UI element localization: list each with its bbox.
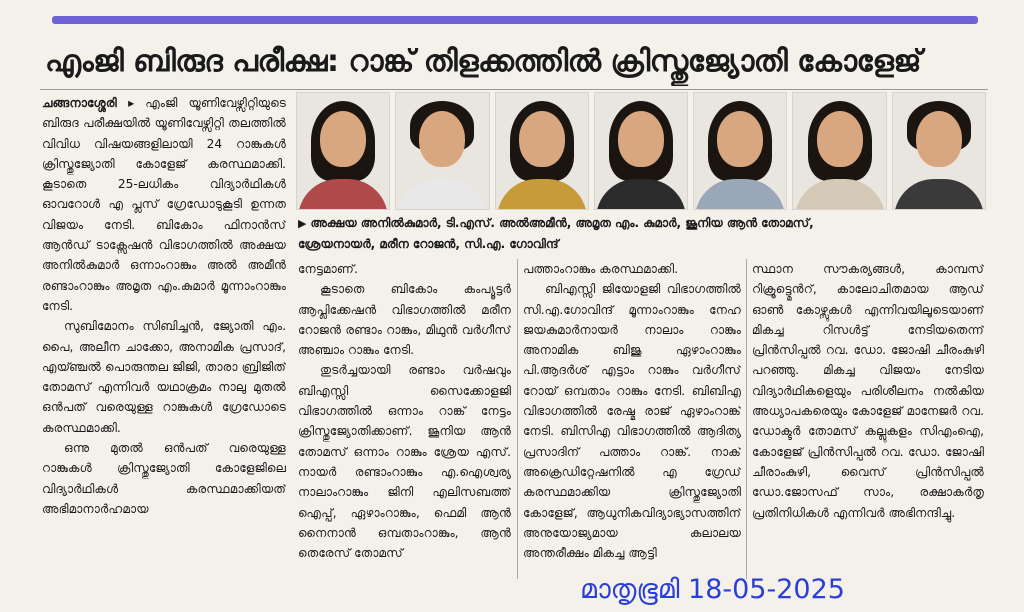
headline-rule xyxy=(40,89,988,90)
face-shape xyxy=(618,111,664,167)
photo-caption xyxy=(298,213,986,255)
photo-6 xyxy=(792,92,886,210)
clothing-shape xyxy=(397,179,487,210)
caption-arrow-icon: ▶ xyxy=(298,217,307,230)
col1-para-3: ഒന്നു മുതൽ ഒൻപത് വരെയുള്ള റാങ്കുകൾ ക്രിസ്തുജ്യോതി കോളേജിലെ വിദ്യാർഥികൾ കരസ്ഥമാക്കിയത് അഭിമാനാർഹമായ xyxy=(42,441,286,516)
photo-7 xyxy=(892,92,986,210)
caption-line-2: ശ്രേയനായർ, മരീന റോജൻ, സി.എ. ഗോവിന്ദ് xyxy=(298,237,559,251)
clothing-shape xyxy=(298,179,388,210)
photo-5 xyxy=(693,92,787,210)
article-column-3 xyxy=(523,259,741,585)
photo-4 xyxy=(594,92,688,210)
source-date-label: മാതൃഭൂമി 18-05-2025 xyxy=(580,574,845,605)
face-shape xyxy=(817,111,863,167)
photo-2 xyxy=(395,92,489,210)
col1-para-2: സുബിമോനം സിബിച്ചൻ, ജ്യോതി എം. പൈ, അലീന ചാക്കോ, അനാമിക പ്രസാദ്, എയ്ഞ്ചൽ പൊരുന്തല ജിജി, താരാ ബ്രിജിത് തോമസ് എന്നിവർ യഥാക്രമം നാലു മുതൽ ഒൻപത് വരെയുള്ള റാങ്കുകൾ ഗ്രേഡോടെ കരസ്ഥമാക്കി. xyxy=(42,319,286,435)
headline: എംജി ബിരുദ പരീക്ഷ: റാങ്ക് തിളക്കത്തിൽ ക്രിസ്തുജ്യോതി കോളേജ് xyxy=(45,44,921,79)
clothing-shape xyxy=(596,179,686,210)
photo-1 xyxy=(296,92,390,210)
caption-line-1 xyxy=(298,213,986,234)
article-column-4 xyxy=(752,259,984,585)
article-column-1 xyxy=(42,93,286,585)
col2-para-3: തുടർച്ചയായി രണ്ടാം വർഷവും ബിഎസ്സി സൈക്കോളജി വിഭാഗത്തിൽ ഒന്നാം റാങ്ക് നേട്ടം ക്രിസ്തുജ്യോതിക്കാണ്. ജൂനിയ ആൻ തോമസ് ഒന്നാം റാങ്കും ശ്രേയ എസ്. നായർ രണ്ടാംറാങ്കും എ.ഐശ്വര്യ നാലാംറാങ്കും ജിനി എലിസബത്ത് ഐപ്പ്, ഏഴാംറാങ്കും, ഫെമി ആൻ നൈനാൻ ഒമ്പതാംറാങ്കും, ആൻ തെരേസ് തോമസ് xyxy=(298,363,511,561)
col3-para-2: ബിഎസ്സി ജിയോളജി വിഭാഗത്തിൽ സി.എ.ഗോവിന്ദ് മൂന്നാംറാങ്കും നേഹ ജയകുമാർനായർ നാലാം റാങ്കും അനാമിക ബിജു ഏഴാംറാങ്കും പി.ആദർശ് എട്ടാം റാങ്കും വർഗീസ് റോയ് ഒമ്പതാം റാങ്കും നേടി. ബിബിഎ വിഭാഗത്തിൽ രേഷ്മ രാജ് ഏഴാംറാങ്ക് നേടി. ബിസിഎ വിഭാഗത്തിൽ ആദിത്യ പ്രസാദിന് പത്താം റാങ്ക്. നാക് അക്രെഡിറ്റേഷനിൽ എ ഗ്രേഡ് കരസ്ഥമാക്കിയ ക്രിസ്തുജ്യോതി കോളേജ്, ആധുനികവിദ്യാഭ്യാസത്തിന് അനുയോജ്യമായ കലാലയ അന്തരീക്ഷം മികച്ച ആട്ടി xyxy=(523,282,741,561)
dateline: ചങ്ങനാശ്ശേരി ▸ xyxy=(42,96,135,110)
col1-para-1-text: എംജി യൂണിവേഴ്സിറ്റിയുടെ ബിരുദ പരീക്ഷയിൽ യൂണിവേഴ്സിറ്റി തലത്തിൽ വിവിധ വിഷയങ്ങളിലായി 24 റാങ്കുകൾ ക്രിസ്തുജ്യോതി കോളേജ് കരസ്ഥമാക്കി. കൂടാതെ 25-ലധികം വിദ്യാർഥികൾ ഓവറോൾ എ പ്ലസ് ഗ്രേഡോടുകൂടി ഉന്നത വിജയം നേടി. ബികോം ഫിനാൻസ് ആൻഡ് ടാക്സേഷൻ വിഭാഗത്തിൽ അക്ഷയ അനിൽകുമാർ ഒന്നാംറാങ്കും അൽ അമീൻ രണ്ടാംറാങ്കും അമൃത എം.കുമാർ മൂന്നാംറാങ്കും നേടി. xyxy=(42,96,286,313)
photo-3 xyxy=(495,92,589,210)
col1-para-1 xyxy=(42,93,286,316)
article-column-2 xyxy=(298,259,511,585)
face-shape xyxy=(916,111,962,167)
face-shape xyxy=(419,111,465,167)
photo-strip xyxy=(296,92,986,210)
column-divider xyxy=(517,259,518,579)
clothing-shape xyxy=(894,179,984,210)
face-shape xyxy=(320,111,366,167)
clothing-shape xyxy=(497,179,587,210)
top-accent-bar xyxy=(52,16,978,24)
col3-para-1: പത്താംറാങ്കും കരസ്ഥമാക്കി. xyxy=(523,262,678,276)
col4-para-1: സ്ഥാന സൗകര്യങ്ങൾ, കാമ്പസ് റിക്രൂട്ട്മെൻറ്, കാലോചിതമായ ആഡ് ഓൺ കോഴ്സുകൾ എന്നിവയിലൂടെയാണ് മികച്ച റിസൾട്ട് നേടിയതെന്ന് പ്രിൻസിപ്പൽ റവ. ഡോ. ജോഷി ചീരംകുഴി പറഞ്ഞു. മികച്ച വിജയം നേടിയ വിദ്യാർഥികളെയും പരിശീലനം നൽകിയ അധ്യാപകരെയും കോളേജ് മാനേജർ റവ. ഡോക്ടർ തോമസ് കല്ലുകളം സിഎംഐ, കോളേജ് പ്രിൻസിപ്പൽ റവ. ഡോ. ജോഷി ചീരാംകുഴി, വൈസ് പ്രിൻസിപ്പൽ ഡോ.ജോസഫ് സാം, രക്ഷാകർതൃ പ്രതിനിധികൾ എന്നിവർ അഭിനന്ദിച്ചു. xyxy=(752,262,984,520)
col2-para-1: നേട്ടമാണ്. xyxy=(298,262,358,276)
clothing-shape xyxy=(695,179,785,210)
col2-para-2: കൂടാതെ ബികോം കംപ്യൂട്ടർ ആപ്ലിക്കേഷൻ വിഭാഗത്തിൽ മരീന റോജൻ രണ്ടാം റാങ്കും, മിഥുൻ വർഗീസ് അഞ്ചാം റാങ്കും നേടി. xyxy=(298,282,511,358)
caption-line-1-text: അക്ഷയ അനിൽകുമാർ, ടി.എസ്. അൽഅമീൻ, അമൃത എം. കുമാർ, ജൂനിയ ആൻ തോമസ്, xyxy=(310,216,814,230)
column-divider xyxy=(746,259,747,579)
face-shape xyxy=(717,111,763,167)
face-shape xyxy=(519,111,565,167)
clothing-shape xyxy=(795,179,885,210)
